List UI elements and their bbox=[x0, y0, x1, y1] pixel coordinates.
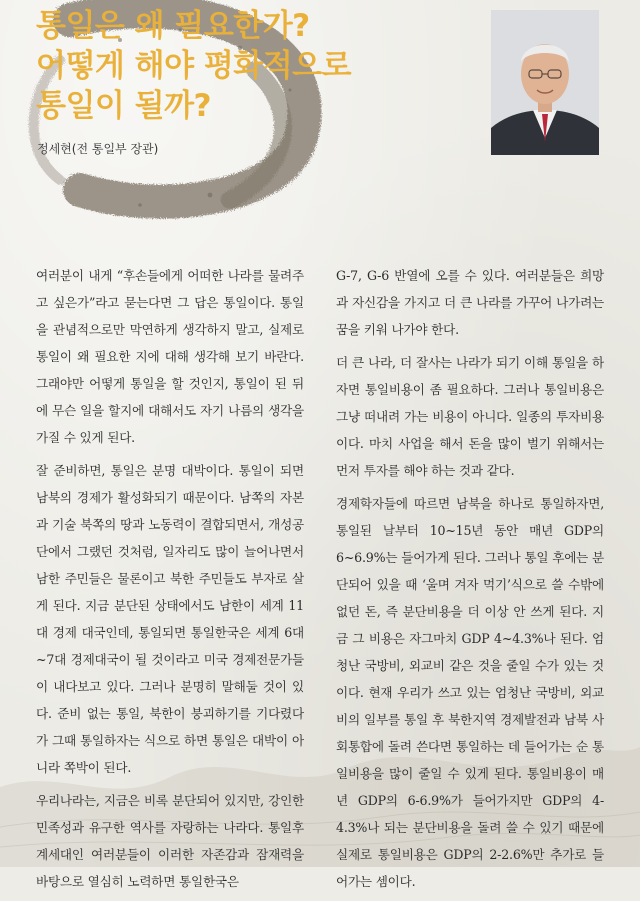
paragraph: 여러분이 내게 “후손들에게 어떠한 나라를 물려주고 싶은가”라고 묻는다면 그 답은 통일이다. 통일을 관념적으로만 막연하게 생각하지 말고, 실제로 통일이 왜 필요한 지에 대해 생각해 보기 바란다. 그래야만 어떻게 통일을 할 것인지, 통일이 된 뒤에 무슨 일을 할지에 대해서도 자기 나름의 생각을 가질 수 있게 된다. bbox=[36, 268, 304, 445]
paragraph: 경제학자들에 따르면 남북을 하나로 통일하자면, 통일된 날부터 10~15년 동안 매년 GDP의 6~6.9%는 들어가게 된다. 그러나 통일 후에는 분단되어 있을 때 ‘울며 겨자 먹기’식으로 쓸 수밖에 없던 돈, 즉 분단비용을 더 이상 안 쓰게 된다. 지금 그 비용은 자그마치 GDP 4~4.3%나 된다. 엄청난 국방비, 외교비 같은 것을 줄일 수가 있는 것이다. 현재 우리가 쓰고 있는 엄청난 국방비, 외교비의 일부를 통일 후 북한지역 경제발전과 남북 사회통합에 돌려 쓴다면 통일하는 데 들어가는 순 통일비용을 많이 줄일 수 있게 된다. 통일비용이 매년 GDP의 6-6.9%가 들어가지만 GDP의 4-4.3%나 되는 분단비용을 돌려 쓸 수 있기 때문에 실제로 통일비용은 GDP의 2-2.6%만 추가로 들어가는 셈이다. bbox=[336, 496, 604, 889]
title-line-3: 통일이 될까? bbox=[36, 88, 212, 124]
article-title bbox=[36, 6, 351, 126]
paragraph: 우리나라는, 지금은 비록 분단되어 있지만, 강인한 민족성과 유구한 역사를 자랑하는 나라다. 통일후계세대인 여러분들이 이러한 자존감과 잠재력을 바탕으로 열심히 노력하면 통일한국은 bbox=[36, 793, 304, 889]
article-body bbox=[36, 262, 604, 901]
left-column bbox=[36, 262, 304, 901]
title-line-2: 어떻게 해야 평화적으로 bbox=[36, 48, 352, 84]
title-line-1: 통일은 왜 필요한가? bbox=[36, 8, 310, 44]
right-column bbox=[336, 262, 604, 901]
paragraph: 잘 준비하면, 통일은 분명 대박이다. 통일이 되면 남북의 경제가 활성화되기 때문이다. 남쪽의 자본과 기술 북쪽의 땅과 노동력이 결합되면서, 개성공단에서 그랬던 것처럼, 일자리도 많이 늘어나면서 남한 주민들은 물론이고 북한 주민들도 부자로 살게 된다. 지금 분단된 상태에서도 남한이 세계 11대 경제 대국인데, 통일되면 통일한국은 세계 6대~7대 경제대국이 될 것이라고 미국 경제전문가들이 내다보고 있다. 그러나 분명히 말해둘 것이 있다. 준비 없는 통일, 북한이 붕괴하기를 기다렸다가 그때 통일하자는 식으로 하면 통일은 대박이 아니라 쪽박이 된다. bbox=[36, 463, 304, 775]
author-byline: 정세현(전 통일부 장관) bbox=[37, 142, 159, 156]
author-portrait bbox=[491, 10, 599, 155]
paragraph: 더 큰 나라, 더 잘사는 나라가 되기 이해 통일을 하자면 통일비용이 좀 필요하다. 그러나 통일비용은 그냥 떠내려 가는 비용이 아니다. 일종의 투자비용이다. 마치 사업을 해서 돈을 많이 벌기 위해서는 먼저 투자를 해야 하는 것과 같다. bbox=[336, 355, 604, 478]
paragraph: G-7, G-6 반열에 오를 수 있다. 여러분들은 희망과 자신감을 가지고 더 큰 나라를 가꾸어 나가려는 꿈을 키워 나가야 한다. bbox=[336, 268, 604, 337]
